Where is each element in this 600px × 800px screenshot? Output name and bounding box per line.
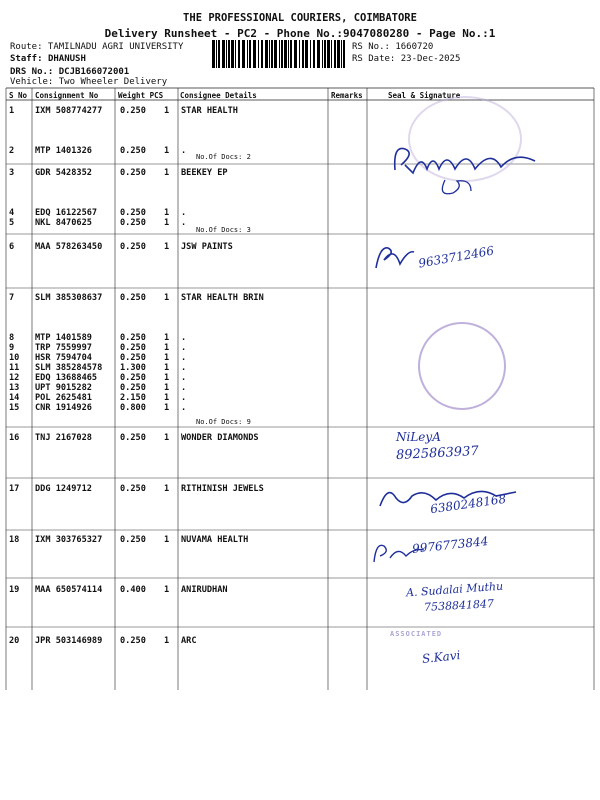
- vehicle-text: Vehicle: Two Wheeler Delivery: [10, 77, 168, 87]
- row-consignment-no: SLM 385308637: [35, 293, 103, 303]
- row-consignee: .: [181, 333, 187, 343]
- doc-count: No.Of Docs: 3: [196, 226, 251, 234]
- row-pcs: 1: [164, 343, 170, 353]
- row-weight: 2.150: [120, 393, 146, 403]
- row-weight: 0.250: [120, 535, 146, 545]
- doc-count: No.Of Docs: 2: [196, 153, 251, 161]
- signature-image: [375, 135, 560, 205]
- row-weight: 0.250: [120, 242, 146, 252]
- row-consignee: BEEKEY EP: [181, 168, 228, 178]
- row-pcs: 1: [164, 403, 170, 413]
- company-title: THE PROFESSIONAL COURIERS, COIMBATORE: [183, 12, 417, 24]
- row-consignee: ARC: [181, 636, 197, 646]
- row-consignee: .: [181, 146, 187, 156]
- row-weight: 0.250: [120, 373, 146, 383]
- col-header-seal: Seal & Signature: [388, 91, 461, 100]
- row-sno: 16: [9, 433, 20, 443]
- row-sno: 10: [9, 353, 20, 363]
- row-weight: 0.250: [120, 343, 146, 353]
- signature-phone: 9633712466: [417, 243, 495, 271]
- staff-value: DHANUSH: [47, 54, 86, 64]
- row-weight: 0.800: [120, 403, 146, 413]
- row-consignee: STAR HEALTH BRIN: [181, 293, 264, 303]
- row-pcs: 1: [164, 146, 170, 156]
- row-sno: 9: [9, 343, 15, 353]
- row-sno: 3: [9, 168, 15, 178]
- row-consignment-no: MAA 650574114: [35, 585, 103, 595]
- row-consignment-no: IXM 508774277: [35, 106, 103, 116]
- row-weight: 0.250: [120, 333, 146, 343]
- row-weight: 0.400: [120, 585, 146, 595]
- row-pcs: 1: [164, 535, 170, 545]
- row-sno: 19: [9, 585, 20, 595]
- row-sno: 5: [9, 218, 15, 228]
- row-consignment-no: UPT 9015282: [35, 383, 92, 393]
- row-consignee: NUVAMA HEALTH: [181, 535, 249, 545]
- col-header-consignee: Consignee Details: [180, 91, 257, 100]
- signature-name: NiLeyA: [396, 430, 441, 444]
- row-sno: 2: [9, 146, 15, 156]
- staff-label: Staff:: [10, 54, 43, 64]
- doc-count: No.Of Docs: 9: [196, 418, 251, 426]
- row-sno: 6: [9, 242, 15, 252]
- route-text: Route: TAMILNADU AGRI UNIVERSITY: [10, 42, 184, 52]
- row-weight: 0.250: [120, 146, 146, 156]
- row-consignee: .: [181, 218, 187, 228]
- row-consignee: RITHINISH JEWELS: [181, 484, 264, 494]
- row-pcs: 1: [164, 106, 170, 116]
- row-consignee: .: [181, 353, 187, 363]
- company-stamp-text: ASSOCIATED: [390, 630, 443, 638]
- row-pcs: 1: [164, 168, 170, 178]
- runsheet-subtitle: Delivery Runsheet - PC2 - Phone No.:9047080280 - Page No.:1: [104, 27, 496, 40]
- col-header-consignment: Consignment No: [35, 91, 99, 100]
- row-sno: 13: [9, 383, 20, 393]
- row-weight: 0.250: [120, 208, 146, 218]
- row-weight: 0.250: [120, 168, 146, 178]
- signature-phone: 8925863937: [395, 443, 480, 464]
- row-weight: 0.250: [120, 433, 146, 443]
- row-weight: 0.250: [120, 106, 146, 116]
- row-sno: 15: [9, 403, 20, 413]
- row-consignee: .: [181, 343, 187, 353]
- row-consignment-no: IXM 303765327: [35, 535, 103, 545]
- row-consignee: .: [181, 208, 187, 218]
- row-pcs: 1: [164, 208, 170, 218]
- col-header-remarks: Remarks: [331, 91, 363, 100]
- row-pcs: 1: [164, 293, 170, 303]
- row-sno: 1: [9, 106, 15, 116]
- row-sno: 14: [9, 393, 20, 403]
- row-consignee: .: [181, 393, 187, 403]
- row-sno: 11: [9, 363, 20, 373]
- row-consignment-no: MTP 1401589: [35, 333, 92, 343]
- drs-number: DRS No.: DCJB166072001: [10, 67, 130, 77]
- row-weight: 0.250: [120, 293, 146, 303]
- row-consignment-no: SLM 385284578: [35, 363, 103, 373]
- row-consignment-no: MAA 578263450: [35, 242, 103, 252]
- rs-number: RS No.: 1660720: [352, 42, 434, 52]
- row-consignee: ANIRUDHAN: [181, 585, 228, 595]
- row-pcs: 1: [164, 393, 170, 403]
- col-header-sno: S No: [9, 91, 28, 100]
- row-pcs: 1: [164, 636, 170, 646]
- row-sno: 8: [9, 333, 15, 343]
- row-pcs: 1: [164, 373, 170, 383]
- row-consignment-no: TRP 7559997: [35, 343, 92, 353]
- row-consignment-no: TNJ 2167028: [35, 433, 92, 443]
- row-sno: 17: [9, 484, 20, 494]
- row-sno: 4: [9, 208, 15, 218]
- row-consignee: .: [181, 383, 187, 393]
- signature-phone: 7538841847: [423, 597, 495, 614]
- row-consignment-no: EDQ 13688465: [35, 373, 98, 383]
- row-consignee: .: [181, 373, 187, 383]
- row-sno: 7: [9, 293, 15, 303]
- row-pcs: 1: [164, 383, 170, 393]
- row-consignment-no: NKL 8470625: [35, 218, 92, 228]
- row-weight: 0.250: [120, 484, 146, 494]
- row-sno: 18: [9, 535, 20, 545]
- signature-phone: 9976773844: [411, 534, 489, 556]
- row-pcs: 1: [164, 484, 170, 494]
- row-consignment-no: EDQ 16122567: [35, 208, 98, 218]
- row-consignee: WONDER DIAMONDS: [181, 433, 259, 443]
- signature-name: S.Kavi: [421, 648, 461, 666]
- row-weight: 1.300: [120, 363, 146, 373]
- row-pcs: 1: [164, 242, 170, 252]
- row-consignment-no: CNR 1914926: [35, 403, 92, 413]
- col-header-weight-pcs: Weight PCS: [118, 91, 164, 100]
- row-consignment-no: DDG 1249712: [35, 484, 92, 494]
- row-pcs: 1: [164, 218, 170, 228]
- row-pcs: 1: [164, 363, 170, 373]
- row-consignee: STAR HEALTH: [181, 106, 238, 116]
- row-weight: 0.250: [120, 636, 146, 646]
- row-pcs: 1: [164, 333, 170, 343]
- row-consignment-no: JPR 503146989: [35, 636, 103, 646]
- row-pcs: 1: [164, 353, 170, 363]
- row-weight: 0.250: [120, 218, 146, 228]
- row-consignment-no: HSR 7594704: [35, 353, 92, 363]
- signature-name: A. Sudalai Muthu: [405, 579, 504, 600]
- row-consignee: JSW PAINTS: [181, 242, 233, 252]
- row-consignment-no: GDR 5428352: [35, 168, 92, 178]
- signature-phone: 6380248168: [429, 491, 507, 517]
- row-consignee: .: [181, 363, 187, 373]
- row-pcs: 1: [164, 585, 170, 595]
- row-consignee: .: [181, 403, 187, 413]
- row-sno: 20: [9, 636, 20, 646]
- seal-stamp: [418, 322, 506, 410]
- row-sno: 12: [9, 373, 20, 383]
- row-consignment-no: MTP 1401326: [35, 146, 92, 156]
- row-pcs: 1: [164, 433, 170, 443]
- rs-date: RS Date: 23-Dec-2025: [352, 54, 461, 64]
- row-consignment-no: POL 2625481: [35, 393, 92, 403]
- row-weight: 0.250: [120, 353, 146, 363]
- row-weight: 0.250: [120, 383, 146, 393]
